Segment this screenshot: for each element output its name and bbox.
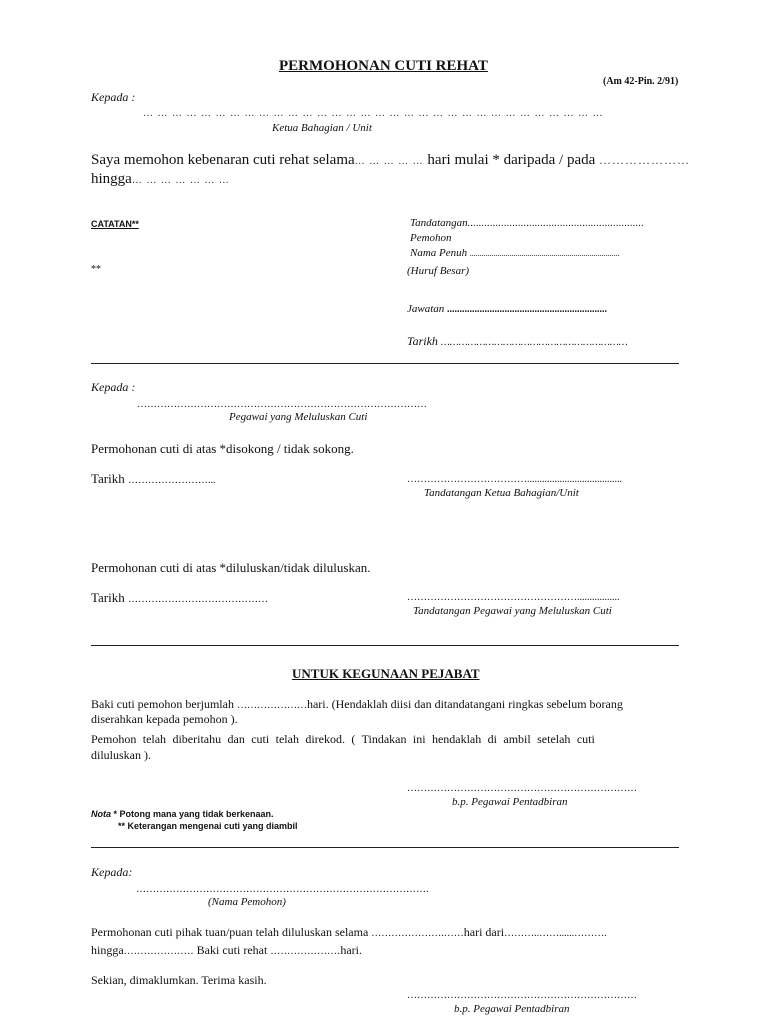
support-date-line [91, 471, 216, 487]
approver-signature-caption: Tandatangan Pegawai yang Meluluskan Cuti [413, 605, 612, 617]
until-line [91, 943, 362, 958]
divider-1 [91, 363, 679, 364]
request-text-a: Saya memohon kebenaran cuti rehat selama [91, 152, 355, 168]
kepada-label: Kepada : [91, 90, 136, 104]
form-title: PERMOHONAN CUTI REHAT [279, 58, 488, 74]
approver-signature-field[interactable]: ……………………………………………................. [407, 592, 620, 603]
approved-text-a: Permohonan cuti pihak tuan/puan telah diluluskan selama [91, 925, 369, 939]
date-field[interactable]: ……………………………………………………… [440, 337, 628, 348]
balance-line [91, 697, 623, 712]
approved-text-b: hari dari [463, 925, 505, 939]
nota-line-1 [91, 809, 274, 819]
until-field[interactable]: ………………… [123, 946, 194, 957]
office-signature-caption: b.p. Pegawai Pentadbiran [452, 796, 568, 808]
nota-label: Nota [91, 809, 111, 819]
date-line [407, 334, 628, 349]
final-signature-caption: b.p. Pegawai Pentadbiran [454, 1003, 570, 1015]
signature-label: Tandatangan [410, 217, 468, 229]
nota-text-1: * Potong mana yang tidak berkenaan. [113, 809, 274, 819]
position-line [407, 303, 607, 315]
approver-address-field[interactable]: …………………………………………………………………………… [137, 399, 427, 410]
signature-line [410, 217, 644, 229]
head-signature-field[interactable]: ………………………………...................................... [407, 474, 622, 485]
date-label: Tarikh [407, 334, 438, 348]
balance-text-a: Baki cuti pemohon berjumlah [91, 697, 234, 711]
remaining-balance-field[interactable]: ………………… [270, 946, 341, 957]
fullname-label: Nama Penuh [410, 247, 468, 259]
informed-text-a: Pemohon telah diberitahu dan cuti telah direkod. ( Tindakan ini hendaklah di ambil setelah cuti [91, 732, 595, 746]
leave-start-field[interactable]: ………………… [599, 153, 691, 167]
request-text-b: hari mulai * daripada / pada [427, 152, 596, 168]
approve-date-label: Tarikh [91, 590, 125, 605]
support-text: Permohonan cuti di atas *disokong / tidak sokong. [91, 441, 354, 456]
nota-line-2: ** Keterangan mengenai cuti yang diambil [118, 821, 298, 831]
kepada-label-3: Kepada: [91, 865, 133, 879]
fullname-field[interactable]: ........................................................................... [469, 249, 620, 258]
final-signature-field[interactable]: …………………………………………………………… [407, 990, 637, 1001]
approved-from-field[interactable]: ………..……......………. [504, 928, 607, 939]
capitals-note: (Huruf Besar) [407, 265, 470, 277]
leave-request-line [91, 152, 690, 169]
balance-text-b: hari. (Hendaklah diisi dan ditandatangani ringkas sebelum borang [306, 697, 623, 711]
leave-days-field[interactable]: … … … … … [354, 156, 424, 167]
kepada-label-2: Kepada : [91, 380, 136, 394]
closing-text: Sekian, dimaklumkan. Terima kasih. [91, 973, 267, 987]
recipient-address-field[interactable]: … … … … … … … … … … … … … … … … … … … … … … … … … … … … … … … … [143, 108, 604, 119]
position-field[interactable]: ................................................................ [447, 304, 608, 315]
leave-end-field[interactable]: … … … … … … … [131, 175, 230, 186]
approve-text: Permohonan cuti di atas *diluluskan/tidak diluluskan. [91, 560, 371, 575]
approve-date-line [91, 590, 268, 606]
applicant-name-caption: (Nama Pemohon) [208, 896, 286, 908]
applicant-label: Pemohon [410, 232, 452, 244]
divider-2 [91, 645, 679, 646]
approve-date-field[interactable]: …………………………………… [128, 594, 268, 605]
balance-field[interactable]: ………………… [236, 700, 307, 711]
balance-label: Baki cuti rehat [196, 943, 268, 957]
approved-days-field[interactable]: ………………….…… [371, 928, 464, 939]
catatan-label: CATATAN** [91, 219, 139, 229]
balance-text-c: diserahkan kepada pemohon ). [91, 712, 238, 726]
divider-3 [91, 847, 679, 848]
approver-caption: Pegawai yang Meluluskan Cuti [229, 411, 368, 423]
position-label: Jawatan [407, 303, 445, 315]
remarks-marker: ** [91, 264, 101, 275]
leave-until-line [91, 171, 230, 188]
applicant-name-field[interactable]: ……………………………………………………………………………. [136, 884, 429, 895]
support-date-label: Tarikh [91, 471, 125, 486]
head-signature-caption: Tandatangan Ketua Bahagian/Unit [424, 487, 579, 499]
form-code: (Am 42-Pin. 2/91) [603, 76, 679, 87]
informed-text-b: diluluskan ). [91, 748, 151, 762]
recipient-caption: Ketua Bahagian / Unit [272, 122, 372, 134]
request-text-c: hingga [91, 171, 132, 187]
fullname-line [410, 247, 620, 259]
signature-field[interactable]: ............................................................... [467, 218, 645, 229]
days-label: hari. [340, 943, 362, 957]
approved-line [91, 925, 607, 940]
until-label: hingga [91, 943, 124, 957]
office-heading: UNTUK KEGUNAAN PEJABAT [292, 666, 480, 681]
office-signature-field[interactable]: …………………………………………………………… [407, 783, 637, 794]
support-date-field[interactable]: ……………………... [128, 475, 216, 486]
